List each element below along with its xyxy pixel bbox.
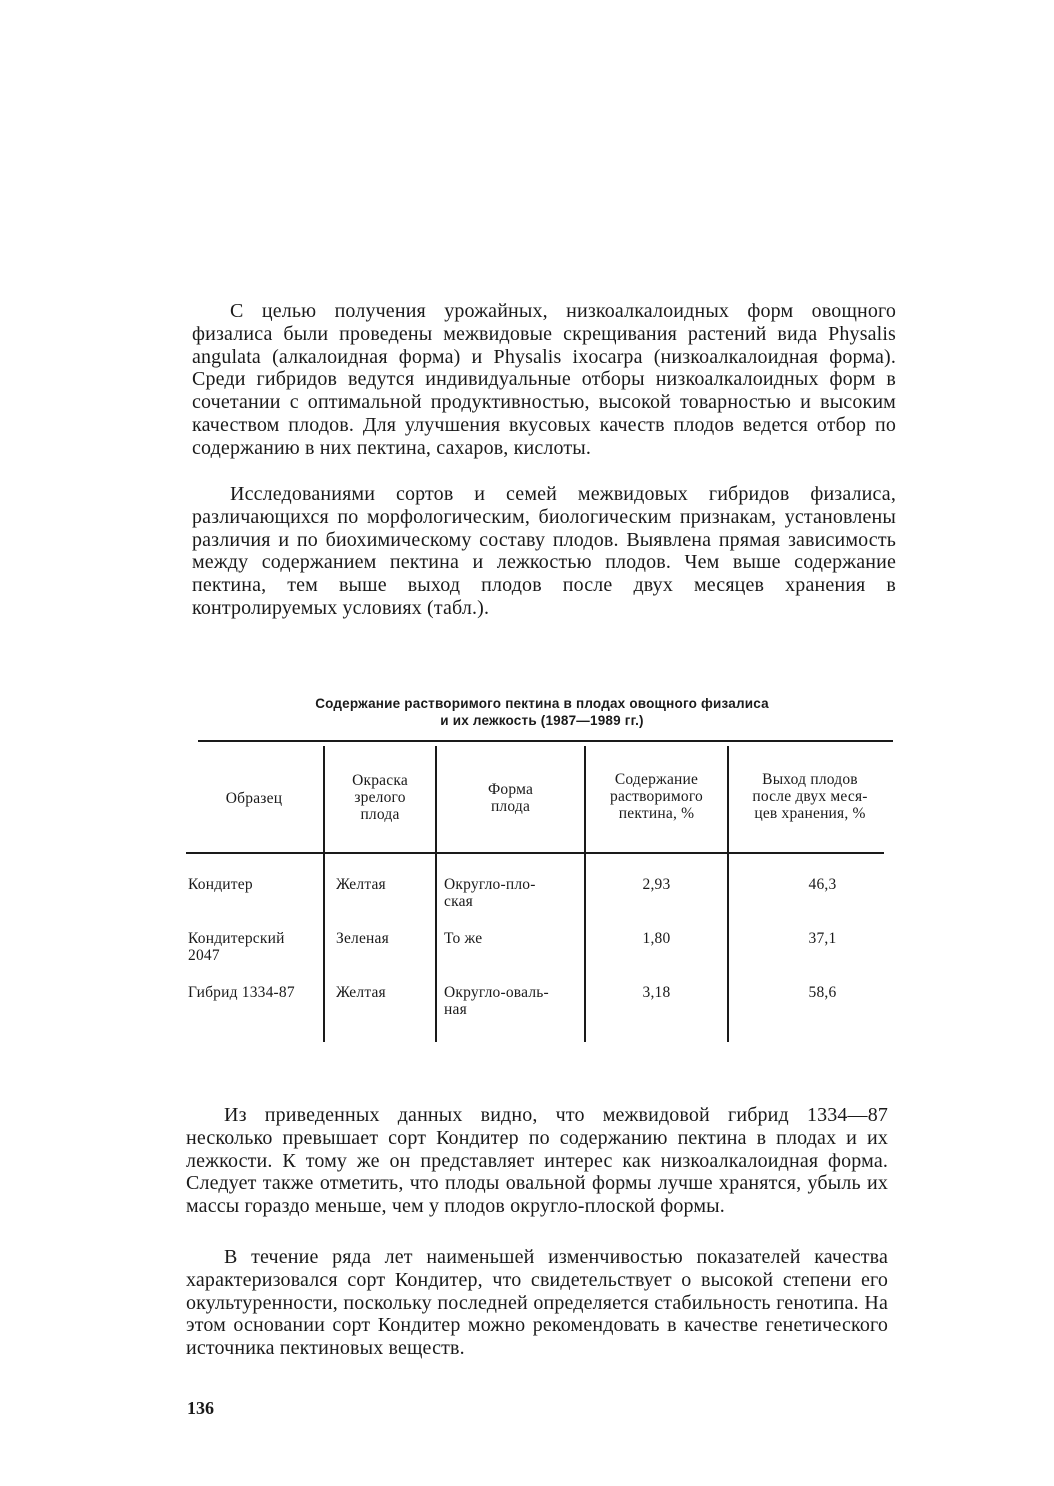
table-header-rule [186, 852, 884, 854]
table-cell-yield: 58,6 [808, 984, 837, 1001]
table-cell-color: Зеленая [336, 930, 389, 947]
header-shape: Форма плода [487, 781, 534, 815]
column-divider [727, 746, 729, 1042]
body-paragraph-4: В течение ряда лет наименьшей изменчивостью показателей качества характеризовался сорт Кондитер, что свидетельствует о высокой степени его окультуренности, поскольку последней определяется стабильность генотипа. На этом основании сорт Кондитер можно рекомендовать в качестве генетического источника пектиновых веществ. [186, 1246, 888, 1360]
table-cell-yield: 46,3 [808, 876, 837, 893]
table-cell-yield: 37,1 [808, 930, 837, 947]
header-sample: Образец [225, 790, 283, 807]
header-color: Окраска зрелого плода [352, 772, 408, 823]
table-top-rule [198, 740, 893, 742]
table-cell-shape: Округло-пло- ская [444, 876, 536, 910]
header-pectin: Содержание растворимого пектина, % [610, 771, 703, 822]
header-yield: Выход плодов после двух меся- цев хранения, % [752, 771, 868, 822]
table-cell-shape: Округло-оваль- ная [444, 984, 549, 1018]
table-caption-line-1: Содержание растворимого пектина в плодах овощного физалиса [315, 696, 769, 711]
table-cell-sample: Кондитерский 2047 [188, 930, 285, 964]
table-cell-pectin: 3,18 [642, 984, 671, 1001]
table-cell-color: Желтая [336, 876, 386, 893]
table-cell-pectin: 1,80 [642, 930, 671, 947]
column-divider [323, 746, 325, 1042]
table-cell-color: Желтая [336, 984, 386, 1001]
body-paragraph-3: Из приведенных данных видно, что межвидовой гибрид 1334—87 несколько превышает сорт Кондитер по содержанию пектина в плодах и их лежкости. К тому же он представляет интерес как низкоалкалоидная форма. Следует также отметить, что плоды овальной формы лучше хранятся, убыль их массы гораздо меньше, чем у плодов округло-плоской формы. [186, 1104, 888, 1218]
table-cell-sample: Кондитер [188, 876, 253, 893]
table-cell-shape: То же [444, 930, 483, 947]
table-caption [200, 695, 884, 729]
body-paragraph-1: С целью получения урожайных, низкоалкалоидных форм овощного физалиса были проведены межвидовые скрещивания растений вида Physalis angulata (алкалоидная форма) и Physalis ixocarpa (низкоалкалоидная форма). Среди гибридов ведутся индивидуальные отборы низкоалкалоидных форм в сочетании с оптимальной продуктивностью, высокой товарностью и высоким качеством плодов. Для улучшения вкусовых качеств плодов ведется отбор по содержанию в них пектина, сахаров, кислоты. [192, 300, 896, 459]
column-divider [435, 746, 437, 1042]
table-cell-sample: Гибрид 1334-87 [188, 984, 295, 1001]
table-cell-pectin: 2,93 [642, 876, 671, 893]
table-caption-line-2: и их лежкость (1987—1989 гг.) [440, 713, 644, 728]
column-divider [584, 746, 586, 1042]
page-number: 136 [187, 1398, 214, 1418]
body-paragraph-2: Исследованиями сортов и семей межвидовых гибридов физалиса, различающихся по морфологическим, биологическим признакам, установлены различия и по биохимическому составу плодов. Выявлена прямая зависимость между содержанием пектина и лежкостью плодов. Чем выше содержание пектина, тем выше выход плодов после двух месяцев хранения в контролируемых условиях (табл.). [192, 483, 896, 619]
